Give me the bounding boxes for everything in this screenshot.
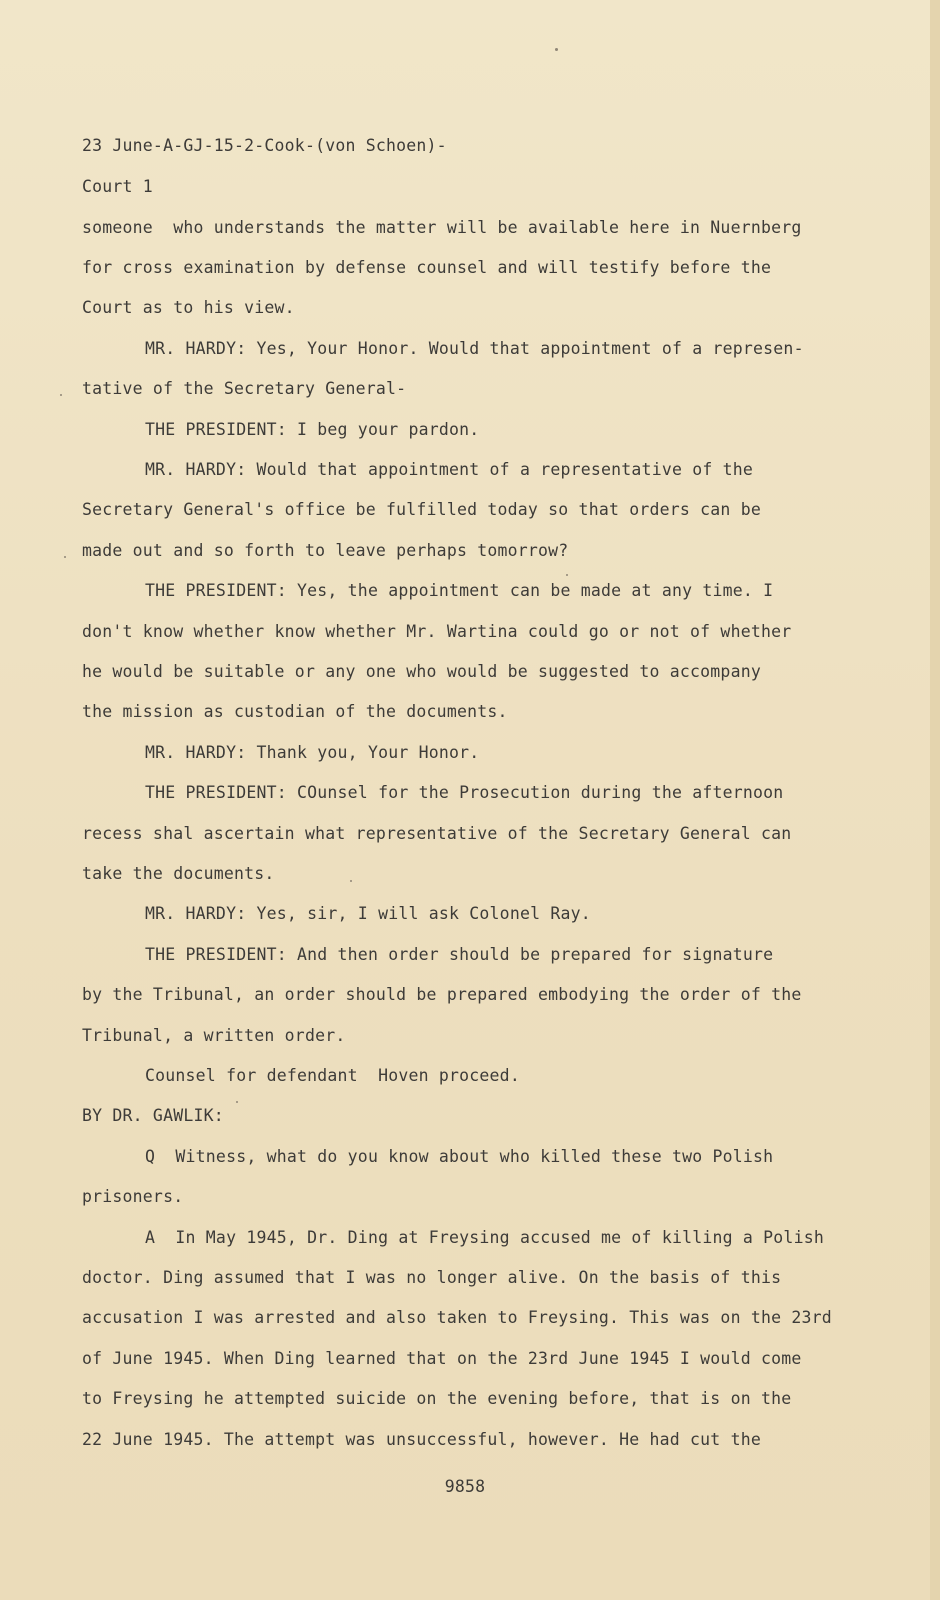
- text-line: to Freysing he attempted suicide on the evening before, that is on the: [82, 1389, 792, 1408]
- paper-speck: [60, 394, 62, 396]
- text-line: take the documents.: [82, 864, 275, 883]
- text-line: THE PRESIDENT: I beg your pardon.: [145, 420, 480, 439]
- text-line: MR. HARDY: Thank you, Your Honor.: [145, 743, 480, 762]
- text-line: Tribunal, a written order.: [82, 1026, 346, 1045]
- text-line: THE PRESIDENT: And then order should be prepared for signature: [145, 945, 774, 964]
- text-line: for cross examination by defense counsel and will testify before the: [82, 258, 772, 277]
- text-line: don't know whether know whether Mr. Wartina could go or not of whether: [82, 622, 792, 641]
- text-line: Secretary General's office be fulfilled today so that orders can be: [82, 500, 761, 519]
- text-line: he would be suitable or any one who would be suggested to accompany: [82, 662, 761, 681]
- text-line: someone who understands the matter will be available here in Nuernberg: [82, 218, 802, 237]
- text-line: by the Tribunal, an order should be prepared embodying the order of the: [82, 985, 802, 1004]
- text-line: accusation I was arrested and also taken to Freysing. This was on the 23rd: [82, 1308, 832, 1327]
- text-line: THE PRESIDENT: Yes, the appointment can be made at any time. I: [145, 581, 774, 600]
- paper-speck: [236, 1101, 238, 1103]
- paper-speck: [350, 880, 352, 882]
- paper-speck: [555, 48, 558, 51]
- text-line: recess shal ascertain what representative of the Secretary General can: [82, 824, 792, 843]
- text-line: prisoners.: [82, 1187, 184, 1206]
- text-line: tative of the Secretary General-: [82, 379, 407, 398]
- paper-speck: [64, 556, 66, 558]
- text-line: A In May 1945, Dr. Ding at Freysing accused me of killing a Polish: [145, 1228, 824, 1247]
- text-line: THE PRESIDENT: COunsel for the Prosecution during the afternoon: [145, 783, 784, 802]
- page-number: 9858: [444, 1477, 486, 1496]
- docket-header: 23 June-A-GJ-15-2-Cook-(von Schoen)-: [82, 136, 447, 155]
- paper-speck: [566, 574, 568, 576]
- text-line: doctor. Ding assumed that I was no longer alive. On the basis of this: [82, 1268, 782, 1287]
- text-line: BY DR. GAWLIK:: [82, 1106, 224, 1125]
- text-line: Court as to his view.: [82, 298, 295, 317]
- text-line: Counsel for defendant Hoven proceed.: [145, 1066, 520, 1085]
- text-line: made out and so forth to leave perhaps tomorrow?: [82, 541, 569, 560]
- text-line: Q Witness, what do you know about who killed these two Polish: [145, 1147, 774, 1166]
- text-line: MR. HARDY: Yes, sir, I will ask Colonel Ray.: [145, 904, 591, 923]
- text-line: the mission as custodian of the documents.: [82, 702, 508, 721]
- text-line: 22 June 1945. The attempt was unsuccessful, however. He had cut the: [82, 1430, 761, 1449]
- text-line: MR. HARDY: Yes, Your Honor. Would that appointment of a represen-: [145, 339, 804, 358]
- court-label: Court 1: [82, 177, 153, 196]
- text-line: MR. HARDY: Would that appointment of a representative of the: [145, 460, 754, 479]
- text-line: of June 1945. When Ding learned that on the 23rd June 1945 I would come: [82, 1349, 802, 1368]
